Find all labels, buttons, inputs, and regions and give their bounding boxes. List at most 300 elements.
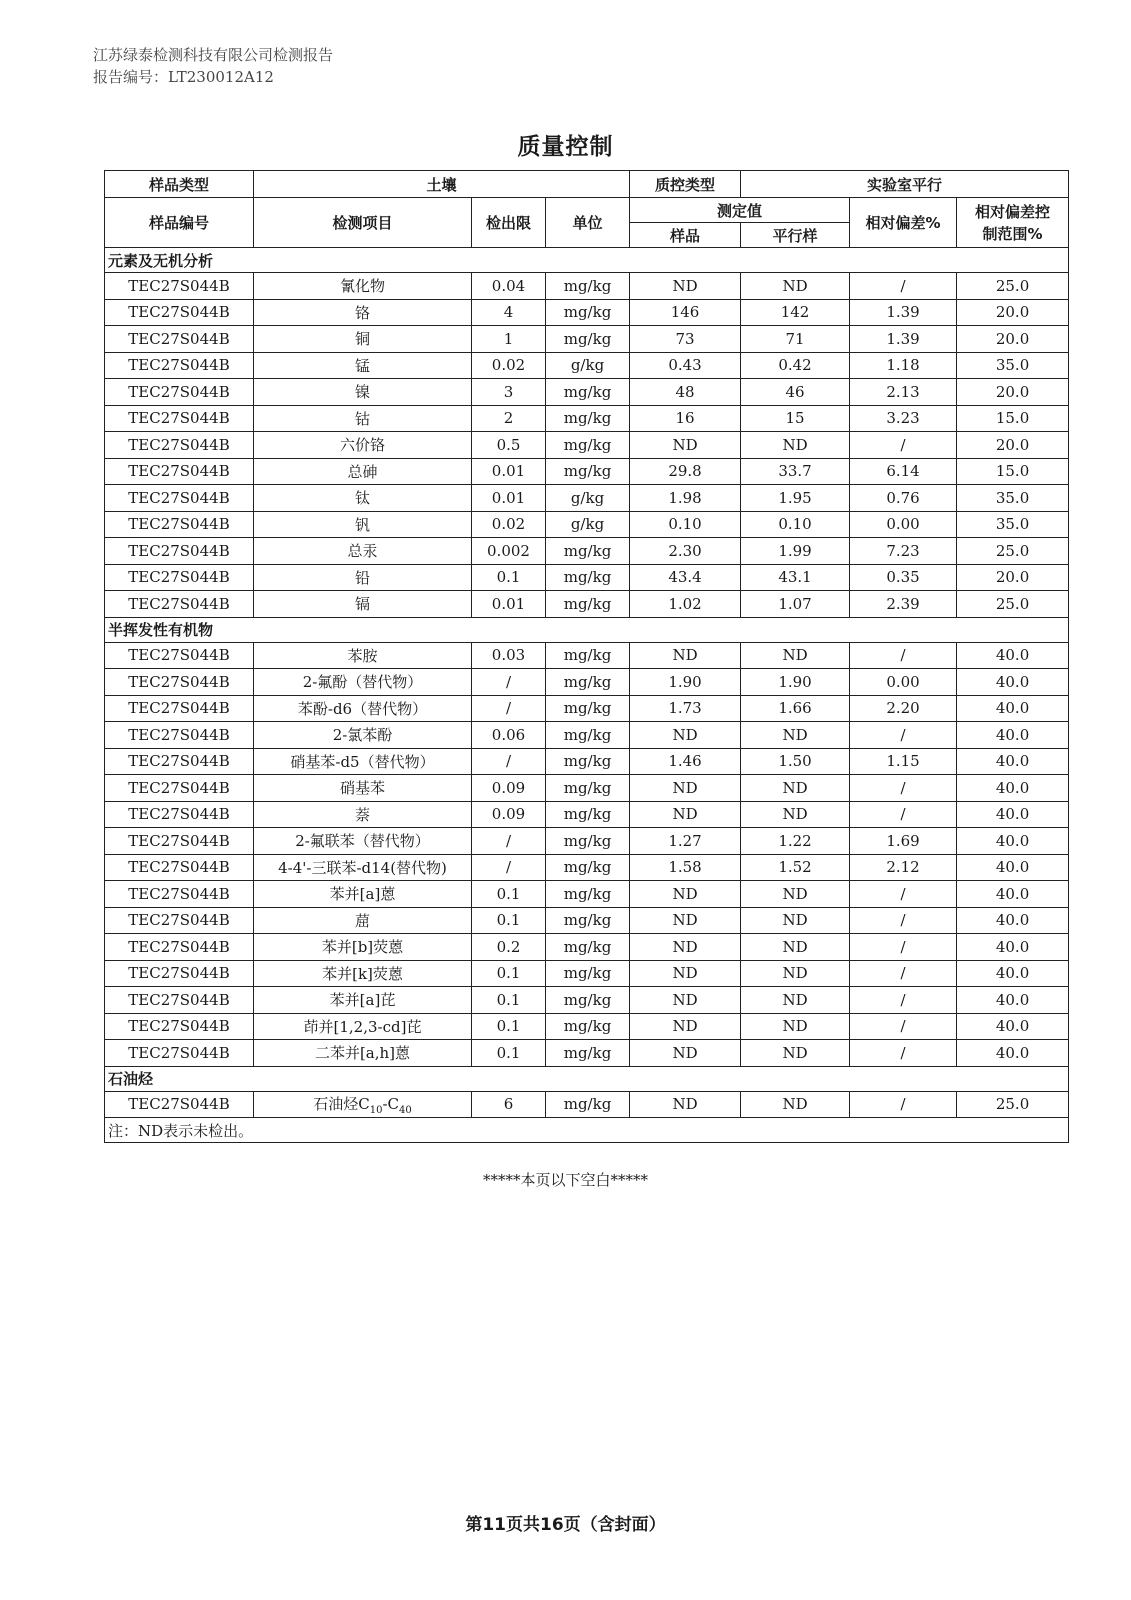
limit-cell: 0.09 — [472, 775, 546, 802]
ctrl-range-cell: 40.0 — [957, 642, 1069, 669]
limit-cell: 0.002 — [472, 538, 546, 565]
sample-id-cell: TEC27S044B — [105, 775, 254, 802]
unit-cell: mg/kg — [546, 987, 630, 1014]
unit-cell: mg/kg — [546, 458, 630, 485]
report-number: 报告编号：LT230012A12 — [93, 68, 274, 86]
parallel-value-cell: 0.42 — [741, 352, 850, 379]
item-cell: 苯并[k]荧蒽 — [254, 960, 472, 987]
parallel-value-cell: ND — [741, 642, 850, 669]
ctrl-range-cell: 20.0 — [957, 326, 1069, 353]
rel-dev-cell: / — [850, 432, 957, 459]
unit-cell: mg/kg — [546, 1013, 630, 1040]
rel-dev-cell: 2.12 — [850, 854, 957, 881]
sample-id-cell: TEC27S044B — [105, 299, 254, 326]
rel-dev-cell: / — [850, 1040, 957, 1067]
rel-dev-cell: / — [850, 881, 957, 908]
table-row — [105, 538, 1069, 565]
parallel-value-cell: ND — [741, 775, 850, 802]
table-row — [105, 299, 1069, 326]
item-cell: 总砷 — [254, 458, 472, 485]
item-cell: 镉 — [254, 591, 472, 618]
sample-value-cell: ND — [630, 1013, 741, 1040]
sample-id-cell: TEC27S044B — [105, 458, 254, 485]
limit-cell: 0.2 — [472, 934, 546, 961]
limit-cell: 0.04 — [472, 273, 546, 300]
parallel-value-cell: 1.90 — [741, 669, 850, 696]
item-cell: 萘 — [254, 801, 472, 828]
sample-value-cell: ND — [630, 801, 741, 828]
ctrl-range-cell: 20.0 — [957, 564, 1069, 591]
sample-id-cell: TEC27S044B — [105, 934, 254, 961]
table-row — [105, 934, 1069, 961]
rel-dev-cell: 1.69 — [850, 828, 957, 855]
table-row — [105, 907, 1069, 934]
unit-cell: mg/kg — [546, 881, 630, 908]
company-name: 江苏绿泰检测科技有限公司检测报告 — [93, 46, 334, 64]
ctrl-range-cell: 40.0 — [957, 881, 1069, 908]
unit-cell: mg/kg — [546, 775, 630, 802]
sample-id-cell: TEC27S044B — [105, 669, 254, 696]
table-row — [105, 669, 1069, 696]
unit-cell: mg/kg — [546, 564, 630, 591]
sample-id-cell: TEC27S044B — [105, 1091, 254, 1118]
sample-value-cell: 0.10 — [630, 511, 741, 538]
table-row — [105, 828, 1069, 855]
ctrl-range-cell: 40.0 — [957, 695, 1069, 722]
sample-id-cell: TEC27S044B — [105, 326, 254, 353]
sample-value-cell: ND — [630, 1040, 741, 1067]
unit-cell: mg/kg — [546, 379, 630, 406]
rel-dev-cell: 1.18 — [850, 352, 957, 379]
table-row — [105, 564, 1069, 591]
limit-cell: 6 — [472, 1091, 546, 1118]
sample-value-cell: ND — [630, 642, 741, 669]
limit-cell: / — [472, 854, 546, 881]
ctrl-range-header-line1: 相对偏差控 — [975, 202, 1051, 221]
unit-cell: mg/kg — [546, 934, 630, 961]
ctrl-range-cell: 40.0 — [957, 1040, 1069, 1067]
sample-id-cell: TEC27S044B — [105, 801, 254, 828]
item-cell: 氰化物 — [254, 273, 472, 300]
limit-cell: 0.1 — [472, 960, 546, 987]
table-row — [105, 1091, 1069, 1118]
parallel-value-cell: ND — [741, 881, 850, 908]
item-cell: 4-4'-三联苯-d14(替代物) — [254, 854, 472, 881]
rel-dev-cell: / — [850, 273, 957, 300]
sample-value-cell: ND — [630, 273, 741, 300]
ctrl-range-cell: 40.0 — [957, 801, 1069, 828]
item-item-sub1: 10 — [369, 1104, 383, 1116]
item-cell: 钛 — [254, 485, 472, 512]
unit-cell: mg/kg — [546, 273, 630, 300]
header-row-1 — [105, 171, 1069, 198]
item-item-sub2: 40 — [399, 1104, 412, 1116]
limit-cell: 0.5 — [472, 432, 546, 459]
sample-value-cell: 43.4 — [630, 564, 741, 591]
sample-value-cell: 146 — [630, 299, 741, 326]
sample-id-cell: TEC27S044B — [105, 591, 254, 618]
parallel-value-cell: 43.1 — [741, 564, 850, 591]
sample-value-cell: 2.30 — [630, 538, 741, 565]
item-cell: 苯并[b]荧蒽 — [254, 934, 472, 961]
rel-dev-cell: 2.39 — [850, 591, 957, 618]
limit-cell: 2 — [472, 405, 546, 432]
header-row-2 — [105, 198, 1069, 223]
rel-dev-cell: 2.20 — [850, 695, 957, 722]
sample-id-cell: TEC27S044B — [105, 538, 254, 565]
item-cell: 硝基苯-d5（替代物） — [254, 748, 472, 775]
unit-cell: mg/kg — [546, 405, 630, 432]
sample-id-cell: TEC27S044B — [105, 405, 254, 432]
sample-value-cell: 16 — [630, 405, 741, 432]
rel-dev-cell: 0.76 — [850, 485, 957, 512]
item-cell: 锰 — [254, 352, 472, 379]
rel-dev-cell: 3.23 — [850, 405, 957, 432]
ctrl-range-cell: 35.0 — [957, 511, 1069, 538]
sample-type-label: 样品类型 — [105, 171, 254, 198]
ctrl-range-cell: 40.0 — [957, 907, 1069, 934]
sample-id-cell: TEC27S044B — [105, 748, 254, 775]
item-cell: 2-氯苯酚 — [254, 722, 472, 749]
ctrl-range-cell: 25.0 — [957, 1091, 1069, 1118]
item-cell: 茚并[1,2,3-cd]芘 — [254, 1013, 472, 1040]
ctrl-range-cell: 40.0 — [957, 854, 1069, 881]
sample-id-cell: TEC27S044B — [105, 352, 254, 379]
qc-table-body — [105, 171, 1069, 1143]
parallel-value-cell: 33.7 — [741, 458, 850, 485]
unit-cell: mg/kg — [546, 642, 630, 669]
section-row — [105, 617, 1069, 642]
table-row — [105, 881, 1069, 908]
sample-id-cell: TEC27S044B — [105, 854, 254, 881]
table-row — [105, 801, 1069, 828]
page-footer: 第11页共16页（含封面） — [465, 1515, 666, 1535]
item-cell: 苯酚-d6（替代物） — [254, 695, 472, 722]
sample-id-cell: TEC27S044B — [105, 1013, 254, 1040]
parallel-value-cell: 0.10 — [741, 511, 850, 538]
unit-cell: mg/kg — [546, 828, 630, 855]
unit-cell: g/kg — [546, 511, 630, 538]
ctrl-range-cell: 40.0 — [957, 722, 1069, 749]
sample-id-cell: TEC27S044B — [105, 695, 254, 722]
rel-dev-cell: 0.35 — [850, 564, 957, 591]
item-cell: 六价铬 — [254, 432, 472, 459]
section-row — [105, 1066, 1069, 1091]
sample-value-header: 样品 — [630, 223, 741, 248]
ctrl-range-cell: 40.0 — [957, 934, 1069, 961]
limit-cell: 0.06 — [472, 722, 546, 749]
limit-cell: 0.09 — [472, 801, 546, 828]
unit-cell: mg/kg — [546, 801, 630, 828]
sample-id-cell: TEC27S044B — [105, 987, 254, 1014]
limit-cell: 1 — [472, 326, 546, 353]
limit-cell: 0.1 — [472, 1040, 546, 1067]
rel-dev-cell: 6.14 — [850, 458, 957, 485]
parallel-value-cell: ND — [741, 1091, 850, 1118]
sample-value-cell: ND — [630, 881, 741, 908]
limit-cell: 4 — [472, 299, 546, 326]
unit-cell: mg/kg — [546, 432, 630, 459]
table-row — [105, 326, 1069, 353]
sample-value-cell: 48 — [630, 379, 741, 406]
rel-dev-cell: / — [850, 1091, 957, 1118]
parallel-value-cell: ND — [741, 801, 850, 828]
parallel-value-cell: 1.22 — [741, 828, 850, 855]
rel-dev-cell: 2.13 — [850, 379, 957, 406]
table-row — [105, 695, 1069, 722]
unit-cell: mg/kg — [546, 1091, 630, 1118]
ctrl-range-cell: 20.0 — [957, 432, 1069, 459]
page-title: 质量控制 — [517, 134, 614, 160]
unit-cell: mg/kg — [546, 960, 630, 987]
sample-id-cell: TEC27S044B — [105, 642, 254, 669]
item-cell: 苯并[a]蒽 — [254, 881, 472, 908]
sample-value-cell: 1.58 — [630, 854, 741, 881]
table-row — [105, 352, 1069, 379]
parallel-value-cell: ND — [741, 907, 850, 934]
parallel-value-cell: ND — [741, 273, 850, 300]
rel-dev-cell: / — [850, 934, 957, 961]
unit-cell: mg/kg — [546, 1040, 630, 1067]
ctrl-range-cell: 40.0 — [957, 987, 1069, 1014]
sample-value-cell: ND — [630, 907, 741, 934]
table-row — [105, 748, 1069, 775]
limit-header: 检出限 — [472, 198, 546, 248]
unit-cell: g/kg — [546, 352, 630, 379]
parallel-value-cell: 71 — [741, 326, 850, 353]
item-cell: 2-氟联苯（替代物） — [254, 828, 472, 855]
parallel-value-cell: ND — [741, 960, 850, 987]
rel-dev-cell: / — [850, 775, 957, 802]
parallel-value-cell: ND — [741, 1013, 850, 1040]
table-note: 注：ND表示未检出。 — [105, 1118, 1069, 1143]
ctrl-range-cell: 25.0 — [957, 538, 1069, 565]
table-row — [105, 458, 1069, 485]
rel-dev-cell: 1.39 — [850, 299, 957, 326]
limit-cell: 0.1 — [472, 907, 546, 934]
parallel-value-cell: 46 — [741, 379, 850, 406]
section-row — [105, 248, 1069, 273]
parallel-value-cell: 1.66 — [741, 695, 850, 722]
ctrl-range-cell: 35.0 — [957, 352, 1069, 379]
note-row — [105, 1118, 1069, 1143]
sample-value-cell: ND — [630, 432, 741, 459]
qc-type-label: 质控类型 — [630, 171, 741, 198]
sample-id-cell: TEC27S044B — [105, 379, 254, 406]
limit-cell: 0.01 — [472, 485, 546, 512]
rel-dev-cell: / — [850, 1013, 957, 1040]
ctrl-range-cell: 20.0 — [957, 299, 1069, 326]
parallel-value-cell: ND — [741, 722, 850, 749]
rel-dev-cell: 0.00 — [850, 511, 957, 538]
sample-id-cell: TEC27S044B — [105, 907, 254, 934]
ctrl-range-cell: 25.0 — [957, 273, 1069, 300]
item-cell: 铜 — [254, 326, 472, 353]
sample-id-cell: TEC27S044B — [105, 722, 254, 749]
ctrl-range-header-line2: 制范围% — [982, 224, 1043, 243]
limit-cell: 0.1 — [472, 881, 546, 908]
table-row — [105, 485, 1069, 512]
parallel-value-cell: 1.99 — [741, 538, 850, 565]
limit-cell: 0.02 — [472, 511, 546, 538]
limit-cell: / — [472, 669, 546, 696]
unit-cell: mg/kg — [546, 854, 630, 881]
ctrl-range-cell: 15.0 — [957, 405, 1069, 432]
sample-id-cell: TEC27S044B — [105, 432, 254, 459]
sample-value-cell: 1.73 — [630, 695, 741, 722]
item-cell: 钴 — [254, 405, 472, 432]
parallel-value-cell: 1.95 — [741, 485, 850, 512]
sample-id-cell: TEC27S044B — [105, 960, 254, 987]
item-cell: 二苯并[a,h]蒽 — [254, 1040, 472, 1067]
sample-value-cell: ND — [630, 960, 741, 987]
qc-type-value: 实验室平行 — [741, 171, 1069, 198]
sample-type-value: 土壤 — [254, 171, 630, 198]
sample-value-cell: 29.8 — [630, 458, 741, 485]
qc-table — [104, 170, 1069, 1143]
unit-cell: mg/kg — [546, 299, 630, 326]
unit-cell: mg/kg — [546, 907, 630, 934]
ctrl-range-cell: 40.0 — [957, 1013, 1069, 1040]
rel-dev-cell: 1.15 — [850, 748, 957, 775]
item-item-prefix: 石油烃C — [313, 1094, 370, 1113]
item-cell: 铬 — [254, 299, 472, 326]
limit-cell: 0.1 — [472, 1013, 546, 1040]
limit-cell: 0.1 — [472, 987, 546, 1014]
sample-value-cell: ND — [630, 987, 741, 1014]
parallel-value-cell: 142 — [741, 299, 850, 326]
parallel-value-cell: 1.50 — [741, 748, 850, 775]
sample-value-cell: ND — [630, 722, 741, 749]
table-row — [105, 432, 1069, 459]
table-row — [105, 273, 1069, 300]
sample-value-cell: ND — [630, 934, 741, 961]
item-cell: 硝基苯 — [254, 775, 472, 802]
rel-dev-cell: 7.23 — [850, 538, 957, 565]
table-row — [105, 1040, 1069, 1067]
table-row — [105, 960, 1069, 987]
parallel-value-cell: 15 — [741, 405, 850, 432]
limit-cell: 0.02 — [472, 352, 546, 379]
report-header — [93, 44, 333, 88]
sample-id-cell: TEC27S044B — [105, 511, 254, 538]
rel-dev-cell: / — [850, 801, 957, 828]
unit-cell: mg/kg — [546, 669, 630, 696]
sample-value-cell: ND — [630, 775, 741, 802]
parallel-value-cell: ND — [741, 1040, 850, 1067]
ctrl-range-header — [957, 198, 1069, 248]
ctrl-range-cell: 15.0 — [957, 458, 1069, 485]
ctrl-range-cell: 40.0 — [957, 748, 1069, 775]
parallel-value-cell: ND — [741, 934, 850, 961]
table-row — [105, 591, 1069, 618]
measured-header: 测定值 — [630, 198, 850, 223]
ctrl-range-cell: 20.0 — [957, 379, 1069, 406]
sample-value-cell: 1.46 — [630, 748, 741, 775]
item-cell: 镍 — [254, 379, 472, 406]
table-row — [105, 379, 1069, 406]
sample-id-header: 样品编号 — [105, 198, 254, 248]
limit-cell: 0.1 — [472, 564, 546, 591]
limit-cell: / — [472, 748, 546, 775]
item-cell: 䓛 — [254, 907, 472, 934]
sample-value-cell: 1.98 — [630, 485, 741, 512]
ctrl-range-cell: 35.0 — [957, 485, 1069, 512]
table-row — [105, 405, 1069, 432]
sample-id-cell: TEC27S044B — [105, 1040, 254, 1067]
item-item-mid: -C — [382, 1094, 400, 1113]
parallel-value-cell: 1.07 — [741, 591, 850, 618]
unit-cell: mg/kg — [546, 695, 630, 722]
unit-header: 单位 — [546, 198, 630, 248]
limit-cell: 0.03 — [472, 642, 546, 669]
table-row — [105, 987, 1069, 1014]
section-title: 半挥发性有机物 — [105, 617, 1069, 642]
sample-id-cell: TEC27S044B — [105, 485, 254, 512]
sample-id-cell: TEC27S044B — [105, 273, 254, 300]
blank-page-marker: *****本页以下空白***** — [482, 1171, 648, 1189]
parallel-value-header: 平行样 — [741, 223, 850, 248]
item-cell: 铅 — [254, 564, 472, 591]
ctrl-range-cell: 40.0 — [957, 775, 1069, 802]
rel-dev-header: 相对偏差% — [850, 198, 957, 248]
ctrl-range-cell: 40.0 — [957, 960, 1069, 987]
sample-value-cell: 1.90 — [630, 669, 741, 696]
item-cell: 苯并[a]芘 — [254, 987, 472, 1014]
rel-dev-cell: / — [850, 907, 957, 934]
sample-id-cell: TEC27S044B — [105, 881, 254, 908]
section-title: 元素及无机分析 — [105, 248, 1069, 273]
section-title: 石油烃 — [105, 1066, 1069, 1091]
item-header: 检测项目 — [254, 198, 472, 248]
item-cell: 总汞 — [254, 538, 472, 565]
limit-cell: / — [472, 828, 546, 855]
sample-id-cell: TEC27S044B — [105, 564, 254, 591]
parallel-value-cell: 1.52 — [741, 854, 850, 881]
table-row — [105, 1013, 1069, 1040]
unit-cell: mg/kg — [546, 591, 630, 618]
rel-dev-cell: / — [850, 960, 957, 987]
limit-cell: / — [472, 695, 546, 722]
parallel-value-cell: ND — [741, 432, 850, 459]
table-row — [105, 722, 1069, 749]
unit-cell: mg/kg — [546, 722, 630, 749]
ctrl-range-cell: 40.0 — [957, 669, 1069, 696]
unit-cell: mg/kg — [546, 326, 630, 353]
table-row — [105, 642, 1069, 669]
limit-cell: 0.01 — [472, 458, 546, 485]
sample-value-cell: 73 — [630, 326, 741, 353]
table-row — [105, 511, 1069, 538]
table-row — [105, 854, 1069, 881]
unit-cell: g/kg — [546, 485, 630, 512]
unit-cell: mg/kg — [546, 538, 630, 565]
sample-id-cell: TEC27S044B — [105, 828, 254, 855]
limit-cell: 3 — [472, 379, 546, 406]
unit-cell: mg/kg — [546, 748, 630, 775]
ctrl-range-cell: 40.0 — [957, 828, 1069, 855]
rel-dev-cell: / — [850, 987, 957, 1014]
table-row — [105, 775, 1069, 802]
item-cell: 苯胺 — [254, 642, 472, 669]
rel-dev-cell: / — [850, 722, 957, 749]
limit-cell: 0.01 — [472, 591, 546, 618]
sample-value-cell: 1.02 — [630, 591, 741, 618]
sample-value-cell: 0.43 — [630, 352, 741, 379]
item-cell — [254, 1091, 472, 1118]
rel-dev-cell: / — [850, 642, 957, 669]
rel-dev-cell: 0.00 — [850, 669, 957, 696]
